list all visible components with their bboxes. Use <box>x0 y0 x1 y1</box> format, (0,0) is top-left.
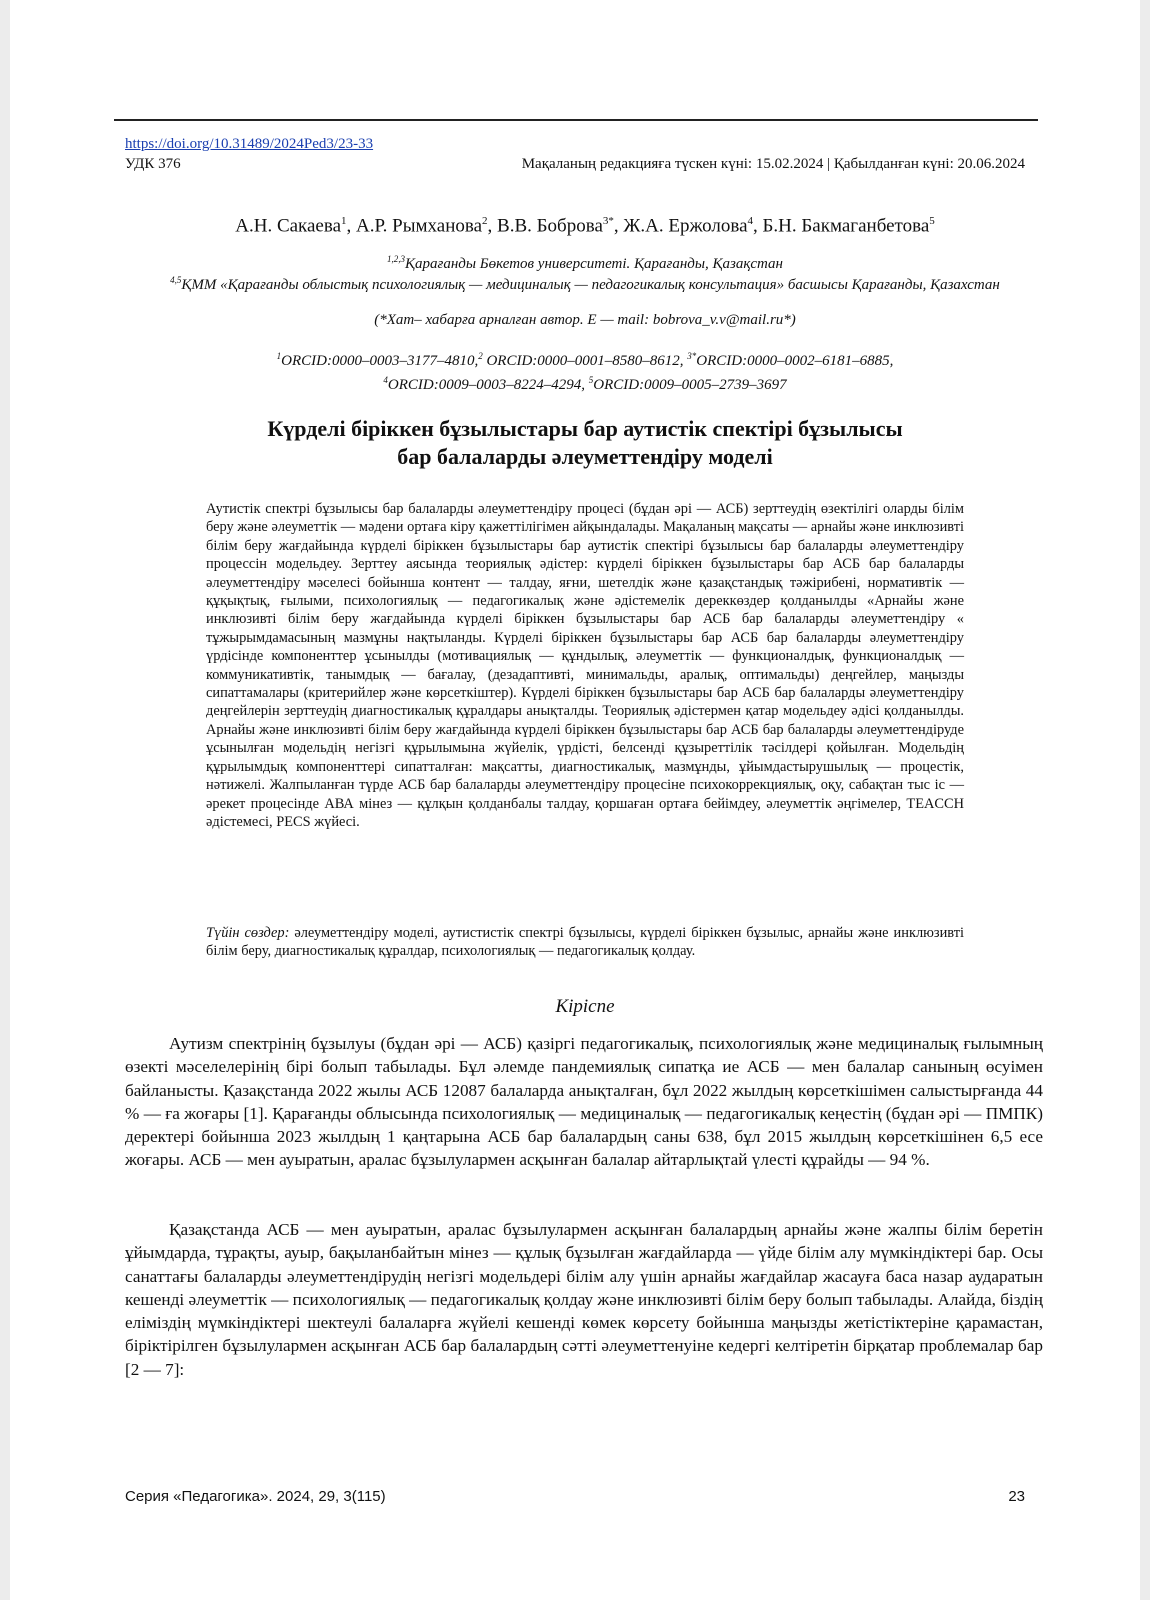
body-paragraph-2 <box>125 1218 1043 1381</box>
udk-code: УДК 376 <box>125 156 181 172</box>
orcid-sup: 3* <box>687 351 697 361</box>
doi-link[interactable]: https://doi.org/10.31489/2024Ped3/23-33 <box>125 136 374 152</box>
aff-sup: 4,5 <box>170 275 182 285</box>
orcid-id: ORCID:0009–0003–8224–4294, <box>387 377 589 393</box>
orcid-sup: 5 <box>588 375 594 385</box>
author-sup: 4 <box>747 215 754 227</box>
author-sup: 1 <box>341 215 347 227</box>
title-line-1: Күрделі біріккен бұзылыстары бар аутистік спектірі бұзылысы <box>267 416 903 441</box>
author-name: Б.Н. Бакмаганбетова <box>762 215 930 237</box>
abstract: Аутистік спектрі бұзылысы бар балаларды әлеуметтендіру процесі (бұдан әрі — АСБ) зерттеудің өзектілігі оларды білім беру және әлеуметтік — мәдени ортаға кіру қажеттілігімен айқындалады. Мақаланың мақсаты — арнайы және инклюзивті білім беру жағдайында күрделі біріккен бұзылыстары бар аутистік спектірі бұзылысы бар балаларды әлеуметтендіру процессін модельдеу. Зерттеу аясында теориялық әдістер: күрделі біріккен бұзылыстары бар АСБ бар балаларды әлеуметтендіру мәселесі бойынша контент — талдау, яғни, шетелдік және қазақстандық тәжірибені, нормативтік — құқықтық, ғылыми, психологиялық — педагогикалық және әдістемелік дереккөздер қолданылды «Арнайы және инклюзивті білім беру жағдайында күрделі біріккен бұзылыстары бар АСБ бар балаларды әлеуметтендіру « тұжырымдамасының мазмұны нақтыланды. Күрделі біріккен бұзылыстары бар АСБ бар балаларды әлеуметтендіру үрдісінде компоненттер ұсынылды (мотивациялық — құндылық, әлеуметтік — функционалдық, функционалдық — коммуникативтік, танымдық — бағалау, (дезадаптивті, минимальды, аралық, оптимальды) деңгейлер, маңызды сипаттамалары (критерийлер және көрсеткіштер). Күрделі біріккен бұзылыстары бар АСБ бар балаларды әлеуметтендіру деңгейлерін зерттеудің диагностикалық құралдары анықталды. Теориялық әдістермен қатар модельдеу әдісі қолданылды. Арнайы және инклюзивті білім беру жағдайында күрделі біріккен бұзылыстары бар АСБ бар балаларды әлеуметтендіруде ұсынылған модельдің негізгі құрылымына жүйелік, үрдісті, белсенді құзыреттілік тәсілдері қойылған. Модельдің құрылымдық компоненттері сипатталған: мақсатты, диагностикалық, мазмұнды, ұйымдастырушылық — процестік, нәтижелі. Жалпыланған түрде АСБ бар балаларды әлеуметтендіру процесіне психокоррекциялық, оқу, сабақтан тыс іс — әрекет процесінде АВА мінез — құлқын қолданбалы талдау, қоршаған ортаға бейімдеу, әлеуметтік әңгімелер, TEACCH әдістемесі, PECS жүйесі. <box>206 501 964 830</box>
author-list: А.Н. Сакаева$^1$, А.Р. Рымханова$^2$, В.В. Боброва$^{3*}$, Ж.А. Ержолова$^4$, Б.Н. Бакмаганбетова$^5$ <box>235 215 935 237</box>
orcid-id: ORCID:0000–0001–8580–8612, <box>482 353 688 369</box>
footer-journal: Серия «Педагогика». 2024, 29, 3(115) <box>125 1488 386 1505</box>
aff-text: ҚММ «Қарағанды облыстық психологиялық — медициналық — педагогикалық консультация» басшысы Қарағанды, Қазахстан <box>181 277 1000 293</box>
aff-text: Қарағанды Бөкетов университеті. Қарағанды, Қазақстан <box>405 256 783 272</box>
corresponding-author: (*Хат– хабарға арналған автор. E — mail: bobrova_v.v@mail.ru*) <box>374 312 796 328</box>
section-title: Кіріспе <box>555 996 615 1017</box>
submission-dates: Мақаланың редакцияға түскен күні: 15.02.2024 | Қабылданған күні: 20.06.2024 <box>521 156 1025 172</box>
title-line-2: бар балаларды әлеуметтендіру моделі <box>397 444 773 469</box>
orcid-id: ORCID:0009–0005–2739–3697 <box>593 377 787 393</box>
article-title <box>160 415 1010 471</box>
keywords-text: әлеуметтендіру моделі, аутистистік спектрі бұзылысы, күрделі біріккен бұзылыс, арнайы және инклюзивті білім беру, диагностикалық құралдар, психологиялық — педагогикалық қолдау. <box>206 925 964 960</box>
author-name: Ж.А. Ержолова <box>623 215 748 237</box>
keywords <box>206 924 964 961</box>
author-sup: 2 <box>482 215 488 227</box>
author-name: В.В. Боброва <box>497 215 603 237</box>
author-name: А.Н. Сакаева <box>235 215 342 237</box>
affiliation-2 <box>160 271 1010 295</box>
aff-sup: 1,2,3 <box>387 254 406 264</box>
orcid-sup: 2 <box>478 351 483 361</box>
author-name: А.Р. Рымханова <box>356 215 483 237</box>
orcid-id: ORCID:0000–0003–3177–4810, <box>281 353 479 369</box>
author-sup: 5 <box>929 215 935 227</box>
page-number: 23 <box>1008 1488 1025 1505</box>
author-sup: 3* <box>602 215 614 227</box>
paragraph-text: Қазақстанда АСБ — мен ауыратын, аралас бұзылулармен асқынған балалардың арнайы және жалпы білім беретін ұйымдарда, тұрақты, ауыр, бақыланбайтын мінез — құлық бұзылған жағдайларда — үйде білім алу мүмкіндіктері бар. Осы санаттағы балаларды әлеуметтендірудің негізгі модельдері білім алу үшін арнайы жағдайлар жасауға баса назар аударатын кешенді әлеуметтік — психологиялық — педагогикалық қолдау және инклюзивті білім беру болып табылады. Алайда, біздің еліміздің мүмкіндіктері шектеулі балаларға жүйелі кешенді көмек көрсету бойынша маңызды жетістіктеріне қарамастан, біріктірілген бұзылулармен асқынған АСБ бар балалардың сәтті әлеуметтенуіне кедергі келтіретін бірқатар проблемалар бар [2 — 7]: <box>125 1220 1043 1379</box>
header-rule <box>114 119 1038 121</box>
body-paragraph-1 <box>125 1032 1043 1172</box>
orcid-id: ORCID:0000–0002–6181–6885, <box>696 353 894 369</box>
page-sheet <box>10 0 1140 1600</box>
orcid-sup: 4 <box>383 375 388 385</box>
orcid-sup: 1 <box>276 351 282 361</box>
orcid-list <box>160 347 1010 395</box>
keywords-label: Түйін сөздер: <box>206 925 290 941</box>
paragraph-text: Аутизм спектрінің бұзылуы (бұдан әрі — АСБ) қазіргі педагогикалық, психологиялық және медициналық ғылымның өзекті мәселелерінің бірі болып табылады. Бұл әлемде пандемиялық сипатқа ие АСБ — мен балалар санының өсуімен байланысты. Қазақстанда 2022 жылы АСБ 12087 балаларда анықталған, бұл 2022 жылдың көрсеткішімен салыстырғанда 44 % — ға жоғары [1]. Қарағанды облысында психологиялық — медициналық — педагогикалық кеңестің (бұдан әрі — ПМПК) деректері бойынша 2023 жылдың 1 қаңтарына АСБ бар балалардың саны 638, бұл 2015 жылдың көрсеткішінен 6,5 есе жоғары. АСБ — мен ауыратын, аралас бұзылулармен асқынған балалар айтарлықтай үлесті құрайды — 94 %. <box>125 1034 1043 1170</box>
